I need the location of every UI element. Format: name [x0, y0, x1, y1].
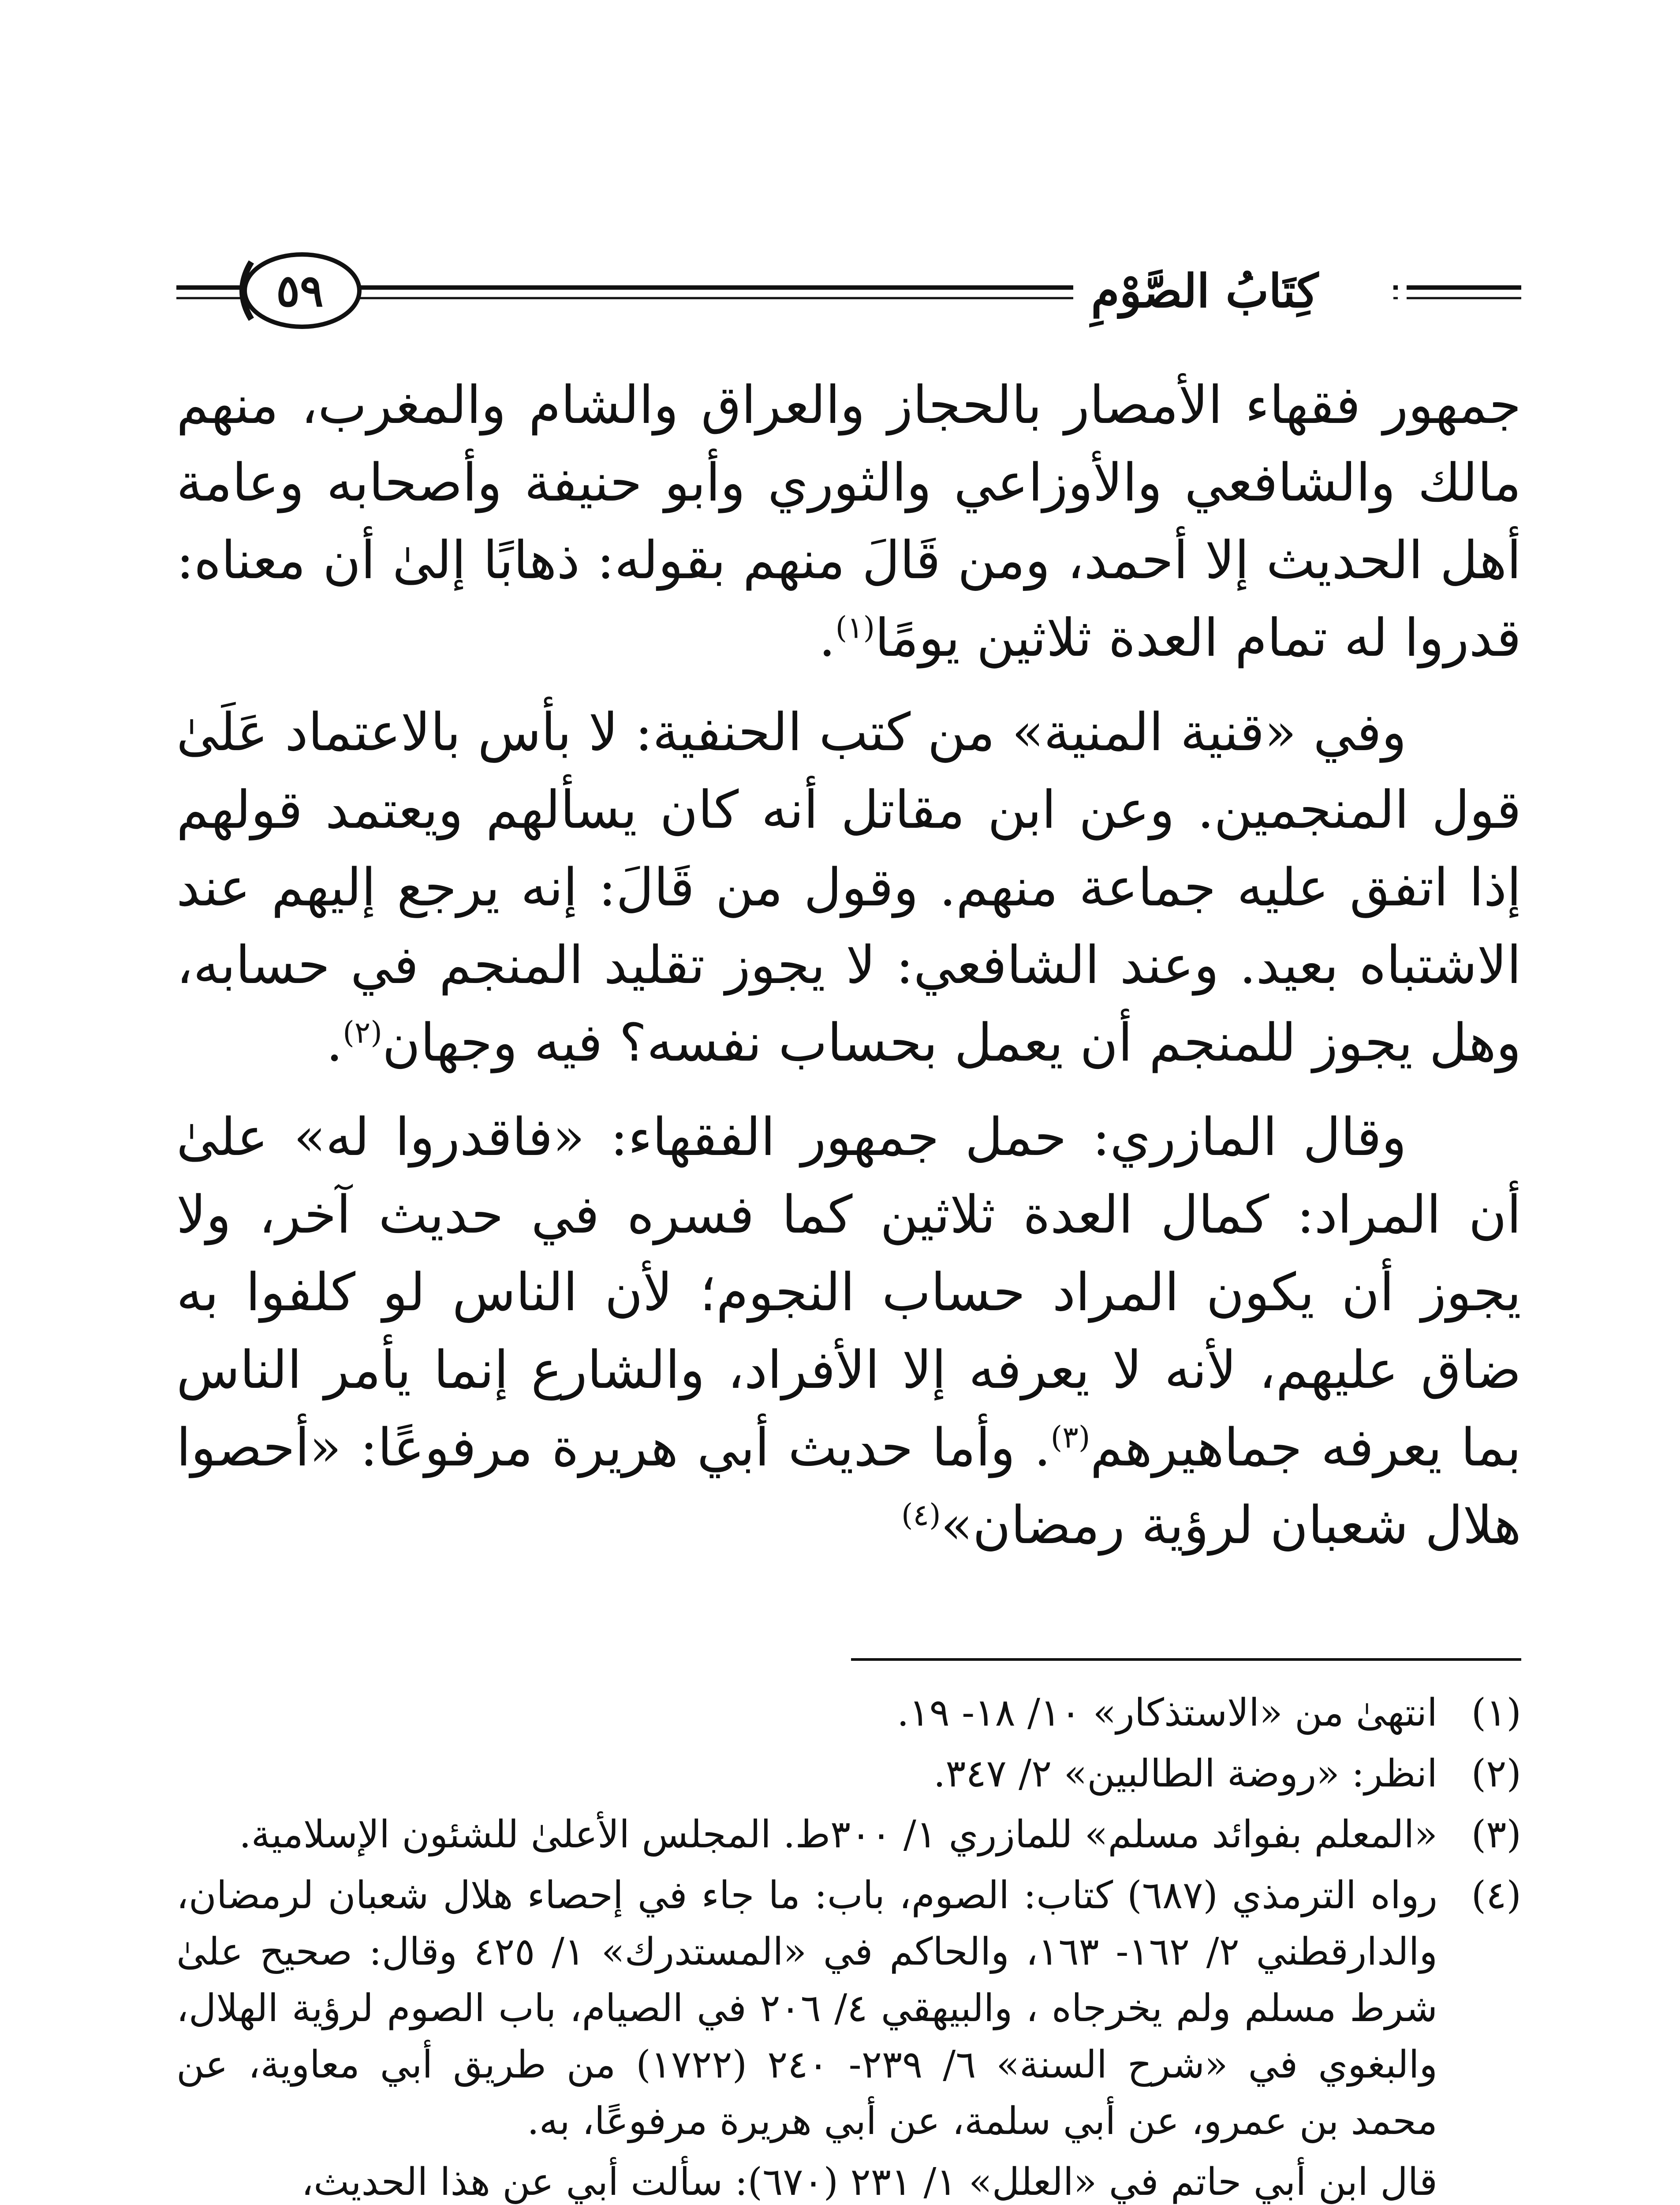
- footnote-separator-line: [851, 1658, 1521, 1661]
- note-ref-4: (٤): [901, 1498, 941, 1533]
- footnote-separator: [176, 1658, 1521, 1662]
- footnote-3: [176, 1806, 1521, 1863]
- paragraph-2-text: وفي «قنية المنية» من كتب الحنفية: لا بأس بالاعتماد عَلَىٰ قول المنجمين. وعن ابن مقاتل أنه كان يسألهم ويعتمد قولهم إذا اتفق عليه جماعة منهم. وقول من قَالَ: إنه يرجع إليهم عند الاشتباه بعيد. وعند الشافعي: لا يجوز تقليد المنجم في حسابه، وهل يجوز للمنجم أن يعمل بحساب نفسه؟ فيه وجهان: [176, 702, 1521, 1073]
- paragraph-1-period: .: [819, 607, 836, 668]
- footnote-4-continuation-1: قال ابن أبي حاتم في «العلل» ١/ ٢٣١ (٦٧٠): سألت أبي عن هذا الحديث،: [301, 2160, 1437, 2204]
- note-ref-2: (٢): [343, 1015, 382, 1050]
- page-header: [176, 247, 1521, 335]
- main-text: [176, 366, 1521, 1581]
- paragraph-1-text: جمهور فقهاء الأمصار بالحجاز والعراق والشام والمغرب، منهم مالك والشافعي والأوزاعي والثوري وأبو حنيفة وأصحابه وعامة أهل الحديث إلا أحمد، ومن قَالَ منهم بقوله: ذهابًا إلىٰ أن معناه: قدروا له تمام العدة ثلاثين يومًا: [176, 374, 1521, 668]
- footnote-4-number: (٤): [1471, 1873, 1521, 1917]
- footnote-2: [176, 1745, 1521, 1802]
- note-ref-1: (١): [835, 610, 875, 646]
- footnotes: [176, 1685, 1521, 2205]
- footnote-1-text: انتهىٰ من «الاستذكار» ١٠/ ١٨- ١٩.: [897, 1691, 1437, 1735]
- footnote-4: [176, 1867, 1521, 2149]
- page-number-badge: [234, 249, 366, 333]
- footnote-3-text: «المعلم بفوائد مسلم» للمازري ١/ ٣٠٠ط. المجلس الأعلىٰ للشئون الإسلامية.: [239, 1813, 1437, 1857]
- footnote-2-text: انظر: «روضة الطالبين» ٢/ ٣٤٧.: [933, 1752, 1437, 1796]
- paragraph-1: [176, 366, 1521, 676]
- page-number: ٥٩: [276, 265, 324, 317]
- note-ref-3: (٣): [1050, 1420, 1090, 1455]
- paragraph-3-text: وقال المازري: حمل جمهور الفقهاء: «فاقدروا له» علىٰ أن المراد: كمال العدة ثلاثين كما فسره في حديث آخر، ولا يجوز أن يكون المراد حساب النجوم؛ لأن الناس لو كلفوا به ضاق عليهم، لأنه لا يعرفه إلا الأفراد، والشارع إنما يأمر الناس بما يعرفه جماهيرهم: [176, 1106, 1521, 1478]
- footnote-3-number: (٣): [1471, 1813, 1521, 1857]
- paragraph-2-period: .: [326, 1012, 343, 1073]
- footnote-1: [176, 1685, 1521, 1741]
- paragraph-3-tail: وأما حديث أبي هريرة مرفوعًا: «أحصوا هلال شعبان لرؤية رمضان»: [176, 1417, 1521, 1555]
- footnote-4-text: رواه الترمذي (٦٨٧) كتاب: الصوم، باب: ما جاء في إحصاء هلال شعبان لرمضان، والدارقطني ٢/ ١٦٢- ١٦٣، والحاكم في «المستدرك» ١/ ٤٢٥ وقال: صحيح علىٰ شرط مسلم ولم يخرجاه ، والبيهقي ٤/ ٢٠٦ في الصيام، باب الصوم لرؤية الهلال، والبغوي في «شرح السنة» ٦/ ٢٣٩- ٢٤٠ (١٧٢٢) من طريق أبي معاوية، عن محمد بن عمرو، عن أبي سلمة، عن أبي هريرة مرفوعًا، به.: [176, 1873, 1438, 2143]
- paragraph-3: [176, 1098, 1521, 1564]
- book-title: كِتَابُ الصَّوْمِ: [1073, 260, 1336, 322]
- paragraph-3-period: .: [1034, 1417, 1051, 1478]
- footnote-1-number: (١): [1471, 1691, 1521, 1735]
- paragraph-2: [176, 693, 1521, 1081]
- footnote-2-number: (٢): [1471, 1752, 1521, 1796]
